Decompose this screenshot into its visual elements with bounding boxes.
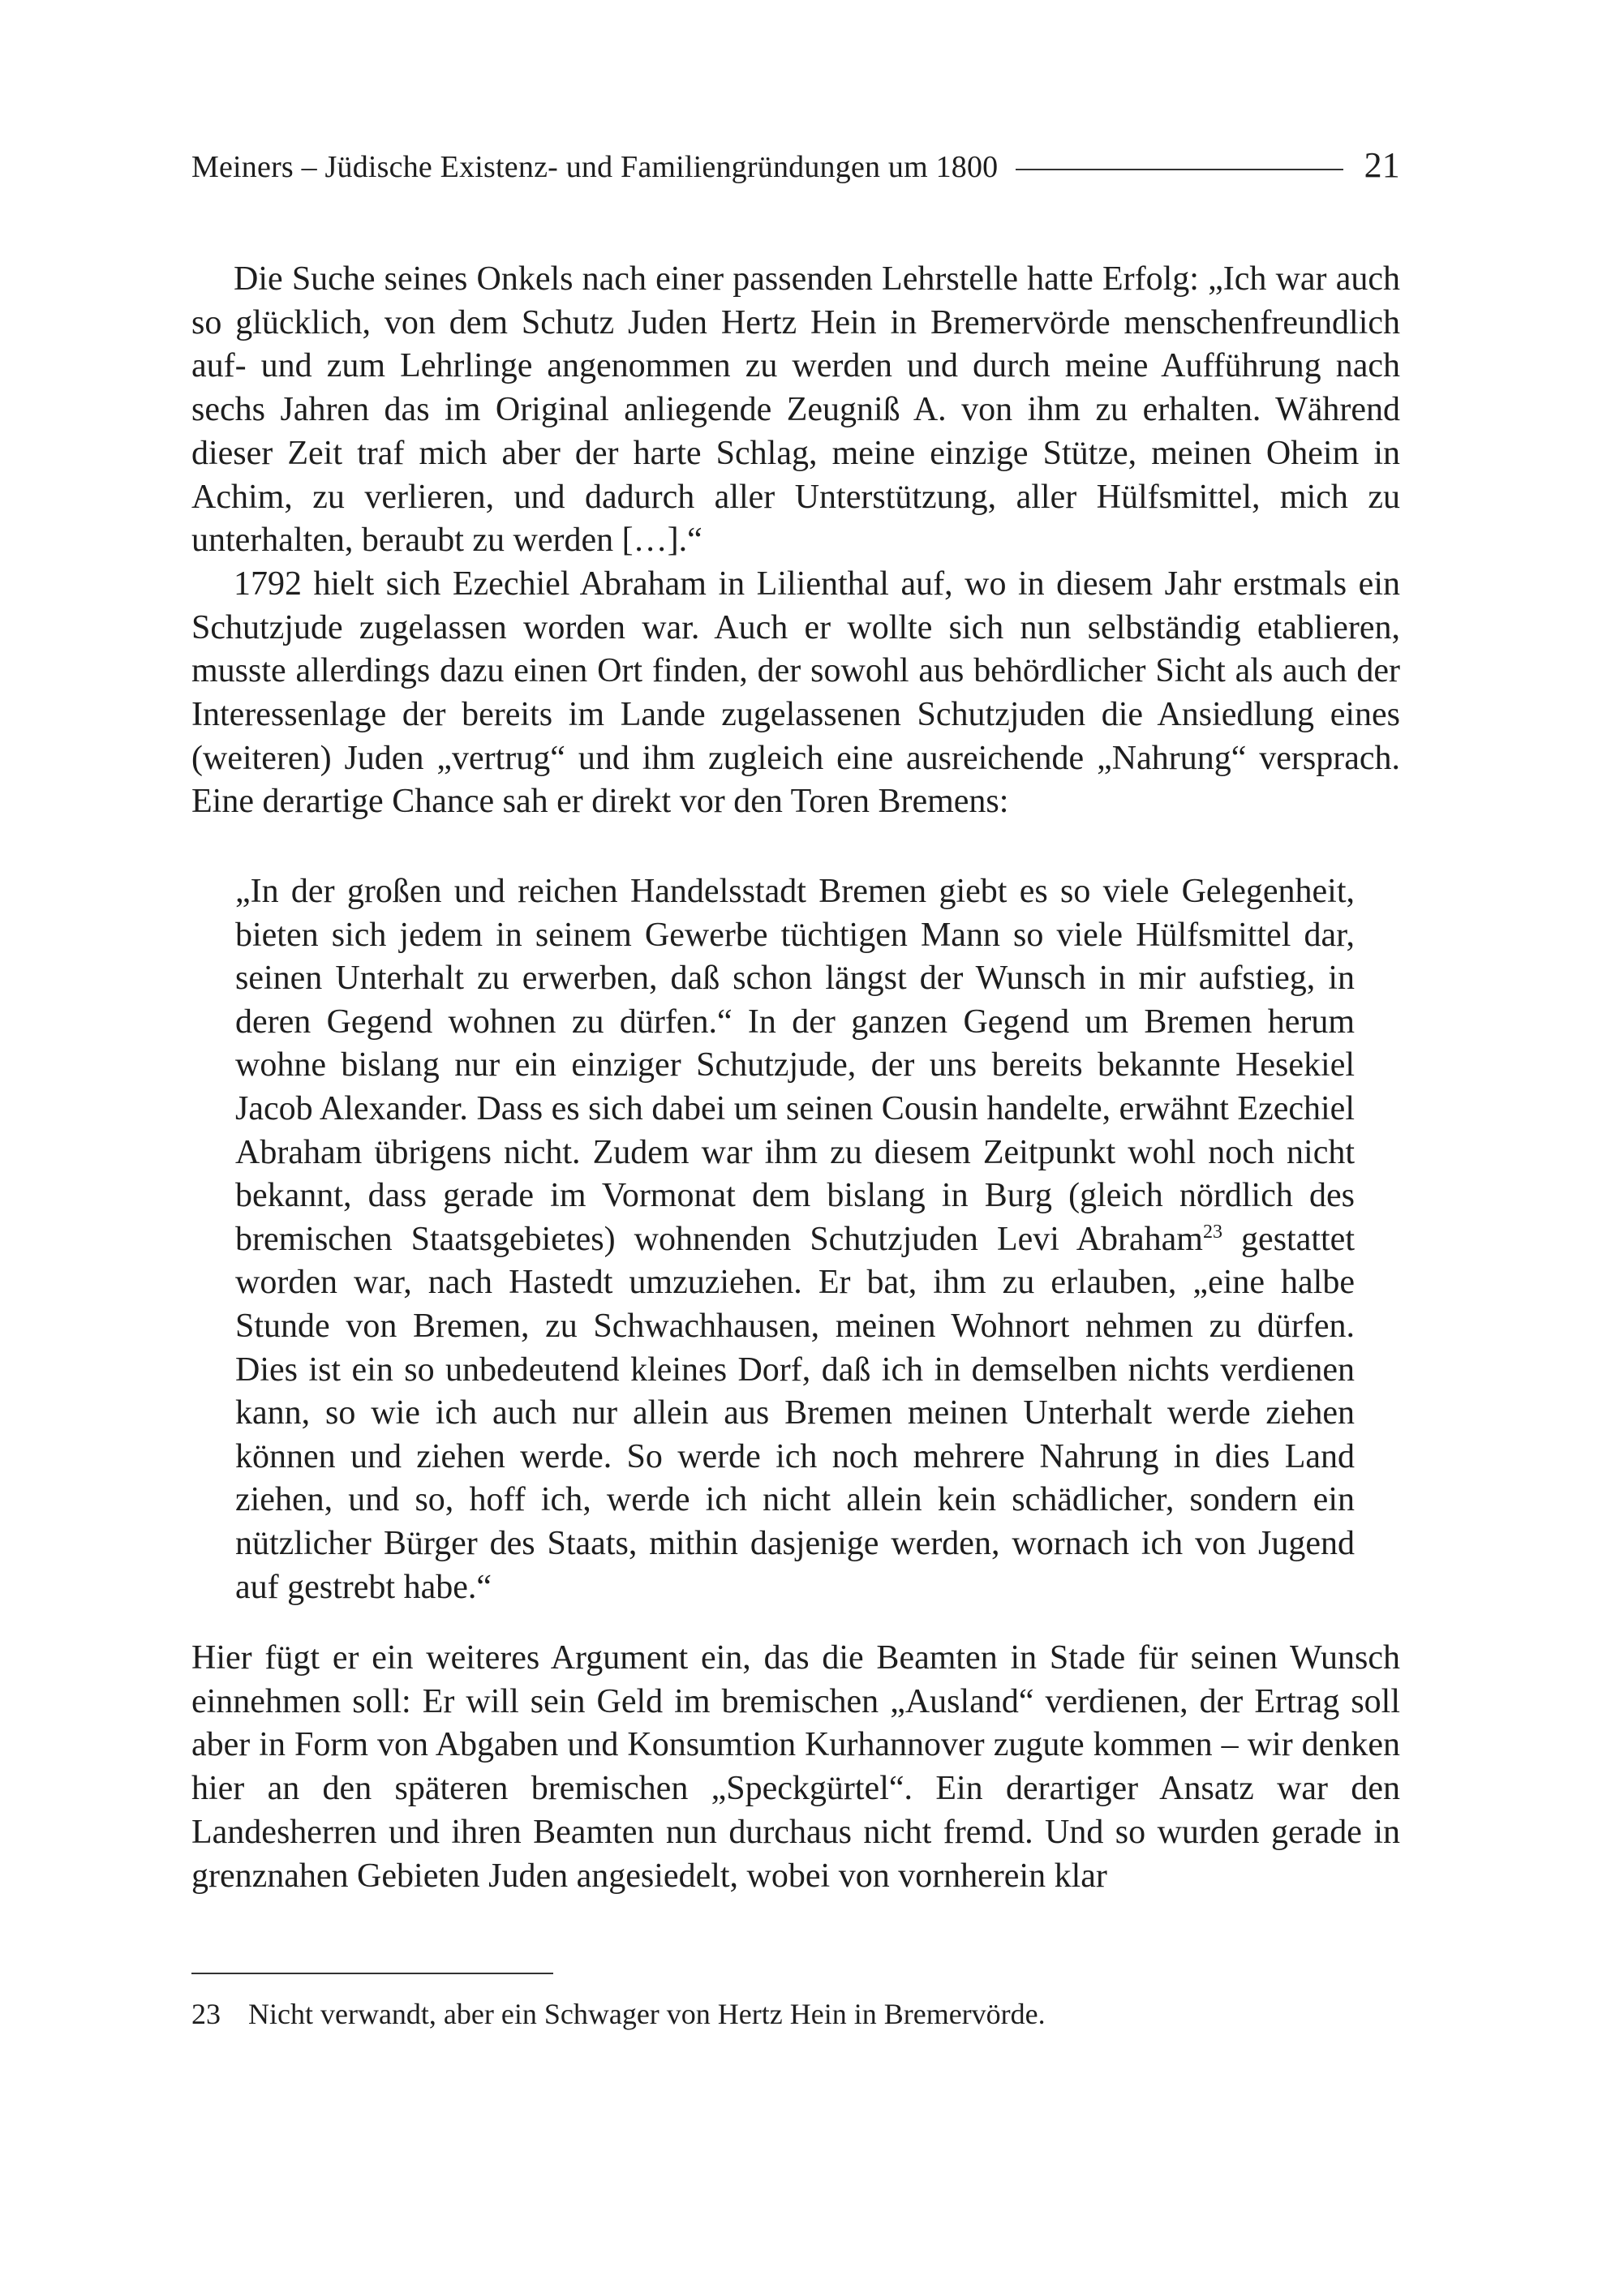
footnote-separator [191,1973,553,1974]
body-text-upper [191,258,1400,824]
paragraph-3: Hier fügt er ein weiteres Argument ein, das die Beamten in Stade für seinen Wunsch einnehmen soll: Er will sein Geld im bremischen „Ausland“ verdienen, der Ertrag soll aber in Form von Abgaben und Konsumtion Kurhannover zugute kommen – wir denken hier an den späteren bremischen „Speckgürtel“. Ein derartiger Ansatz war den Landesherren und ihren Beamten nun durchaus nicht fremd. Und so wurden gerade in grenznahen Gebieten Juden angesiedelt, wobei von vornherein klar [191,1639,1400,1895]
running-header-title: Meiners – Jüdische Existenz- und Familiengründungen um 1800 [191,150,999,184]
quote-part-1: „In der großen und reichen Handelsstadt Bremen giebt es so viele Gelegenheit, bieten sich jedem in seinem Gewerbe tüchtigen Mann so viele Hülfsmittel dar, seinen Unterhalt zu erwerben, daß schon längst der Wunsch in mir aufstieg, in deren Gegend wohnen zu dürfen.“ In der ganzen Gegend um Bremen herum wohne bislang nur ein einziger Schutzjude, der uns bereits bekannte Hesekiel Jacob Alexander. Dass es sich dabei um seinen Cousin handelte, erwähnt Ezechiel Abraham übrigens nicht. Zudem war ihm zu diesem Zeitpunkt wohl noch nicht bekannt, dass gerade im Vormonat dem bislang in Burg (gleich nördlich des bremischen Staatsgebietes) wohnenden Schutzjuden Levi Abraham [235,873,1355,1258]
quote-part-2: gestattet worden war, nach Hastedt umzuziehen. Er bat, ihm zu erlauben, „eine halbe Stunde von Bremen, zu Schwachhausen, meinen Wohnort nehmen zu dürfen. Dies ist ein so unbedeutend kleines Dorf, daß ich in demselben nichts verdienen kann, so wie ich auch nur allein aus Bremen meinen Unterhalt werde ziehen können und ziehen werde. So werde ich noch mehrere Nahrung in dies Land ziehen, und so, hoff ich, werde ich nicht allein kein schädlicher, sondern ein nützlicher Bürger des Staats, mithin dasjenige werden, wornach ich von Jugend auf gestrebt habe.“ [235,1220,1355,1606]
footnote [191,1995,1400,2033]
footnote-text: Nicht verwandt, aber ein Schwager von Hertz Hein in Bremervörde. [248,1998,1046,2030]
block-quote [235,870,1355,1609]
paragraph-2: 1792 hielt sich Ezechiel Abraham in Lilienthal auf, wo in diesem Jahr erstmals ein Schutzjude zugelassen worden war. Auch er wollte sich nun selbständig etablieren, musste allerdings dazu einen Ort finden, der sowohl aus behördlicher Sicht als auch der Interessenlage der bereits im Lande zugelassenen Schutzjuden die Ansiedlung eines (weiteren) Juden „vertrug“ und ihm zugleich eine ausreichende „Nahrung“ versprach. Eine derartige Chance sah er direkt vor den Toren Bremens: [191,565,1400,821]
block-quote-text [235,870,1355,1609]
paragraph-1: Die Suche seines Onkels nach einer passenden Lehrstelle hatte Erfolg: „Ich war auch so glücklich, von dem Schutz Juden Hertz Hein in Bremervörde menschenfreundlich auf- und zum Lehrlinge angenommen zu werden und durch meine Aufführung nach sechs Jahren das im Original anliegende Zeugniß A. von ihm zu erhalten. Während dieser Zeit traf mich aber der harte Schlag, meine einzige Stütze, meinen Oheim in Achim, zu verlieren, und dadurch aller Unterstützung, aller Hülfsmittel, mich zu unterhalten, beraubt zu werden […].“ [191,260,1400,560]
body-text-lower [191,1637,1400,1898]
footnote-number: 23 [191,1998,221,2030]
running-header [191,144,1400,201]
footnote-reference[interactable]: 23 [1202,1221,1222,1243]
header-rule [1016,169,1343,170]
page-number: 21 [1364,145,1400,185]
